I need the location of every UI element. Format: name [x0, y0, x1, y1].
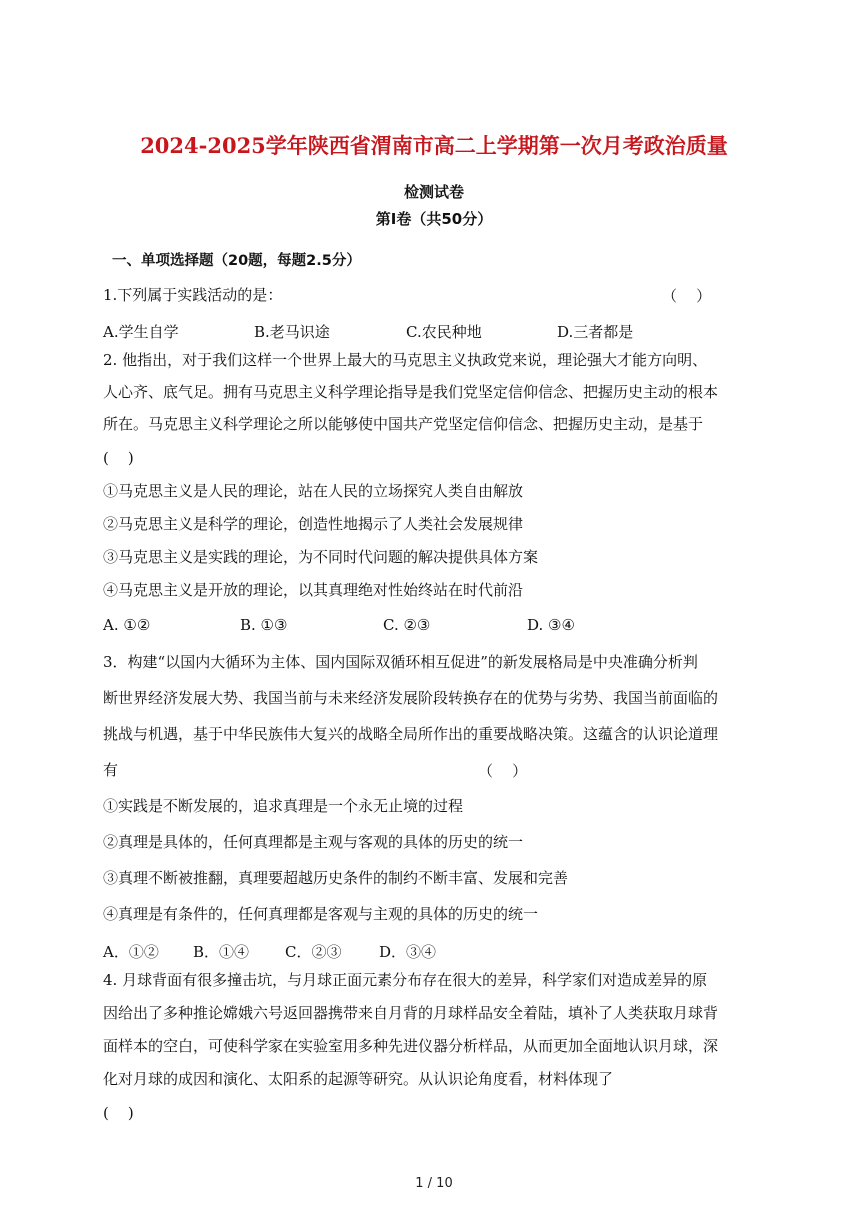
q4-line: 4. 月球背面有很多撞击坑，与月球正面元素分布存在很大的差异，科学家们对造成差异的原 — [103, 971, 708, 989]
q3-statement: ④真理是有条件的，任何真理都是客观与主观的具体的历史的统一 — [103, 905, 539, 923]
q3-option-a: A．①② — [103, 943, 159, 961]
q3-statement: ③真理不断被推翻，真理要超越历史条件的制约不断丰富、发展和完善 — [103, 869, 569, 887]
document-title: 2024-2025学年陕西省渭南市高二上学期第一次月考政治质量 — [140, 133, 728, 158]
part-heading: 第Ⅰ卷（共50分） — [375, 210, 493, 228]
q3-option-b: B．①④ — [193, 943, 250, 961]
q2-answer-paren: ( ) — [103, 449, 134, 467]
q1-answer-paren: （ ） — [662, 287, 712, 305]
document-subtitle: 检测试卷 — [403, 183, 464, 201]
q2-line: 人心齐、底气足。拥有马克思主义科学理论指导是我们党坚定信仰信念、把握历史主动的根本 — [103, 383, 719, 401]
q2-statement: ①马克思主义是人民的理论，站在人民的立场探究人类自由解放 — [103, 482, 524, 500]
q4-line: 因给出了多种推论嫦娥六号返回器携带来自月背的月球样品安全着陆，填补了人类获取月球背 — [103, 1004, 719, 1022]
q2-statement: ④马克思主义是开放的理论，以其真理绝对性始终站在时代前沿 — [103, 581, 524, 599]
q1-option-a: A.学生自学 — [103, 323, 179, 341]
q4-answer-paren: ( ) — [103, 1104, 134, 1122]
q1-option-c: C.农民种地 — [406, 323, 482, 341]
q3-line: 断世界经济发展大势、我国当前与未来经济发展阶段转换存在的优势与劣势、我国当前面临的 — [103, 689, 719, 707]
q2-option-b: B. ①③ — [240, 616, 288, 634]
q3-line: 挑战与机遇，基于中华民族伟大复兴的战略全局所作出的重要战略决策。这蕴含的认识论道理 — [103, 725, 719, 743]
q3-statement: ②真理是具体的，任何真理都是主观与客观的具体的历史的统一 — [103, 833, 524, 851]
q3-option-d: D．③④ — [379, 943, 437, 961]
page-number: 1 / 10 — [415, 1176, 453, 1191]
q2-option-a: A. ①② — [103, 616, 151, 634]
q2-option-c: C. ②③ — [383, 616, 431, 634]
q2-statement: ③马克思主义是实践的理论，为不同时代问题的解决提供具体方案 — [103, 548, 539, 566]
q1-option-d: D.三者都是 — [557, 323, 634, 341]
q1-option-b: B.老马识途 — [254, 323, 330, 341]
q3-answer-paren: （ ） — [478, 762, 528, 780]
q1-stem: 1.下列属于实践活动的是： — [103, 286, 283, 304]
q2-statement: ②马克思主义是科学的理论，创造性地揭示了人类社会发展规律 — [103, 515, 524, 533]
section-heading: 一、单项选择题（20题，每题2.5分） — [112, 253, 361, 269]
q3-option-c: C．②③ — [285, 943, 342, 961]
q4-line: 面样本的空白，可使科学家在实验室用多种先进仪器分析样品，从而更加全面地认识月球，深 — [103, 1037, 719, 1055]
q3-statement: ①实践是不断发展的，追求真理是一个永无止境的过程 — [103, 797, 464, 815]
q2-line: 所在。马克思主义科学理论之所以能够使中国共产党坚定信仰信念、把握历史主动，是基于 — [103, 415, 704, 433]
q2-option-d: D. ③④ — [527, 616, 575, 634]
q2-line: 2. 他指出，对于我们这样一个世界上最大的马克思主义执政党来说，理论强大才能方向明、 — [103, 351, 708, 369]
q3-line: 有 — [103, 761, 119, 779]
q4-line: 化对月球的成因和演化、太阳系的起源等研究。从认识论角度看，材料体现了 — [103, 1070, 614, 1088]
q3-line: 3．构建“以国内大循环为主体、国内国际双循环相互促进”的新发展格局是中央准确分析判 — [103, 653, 698, 671]
